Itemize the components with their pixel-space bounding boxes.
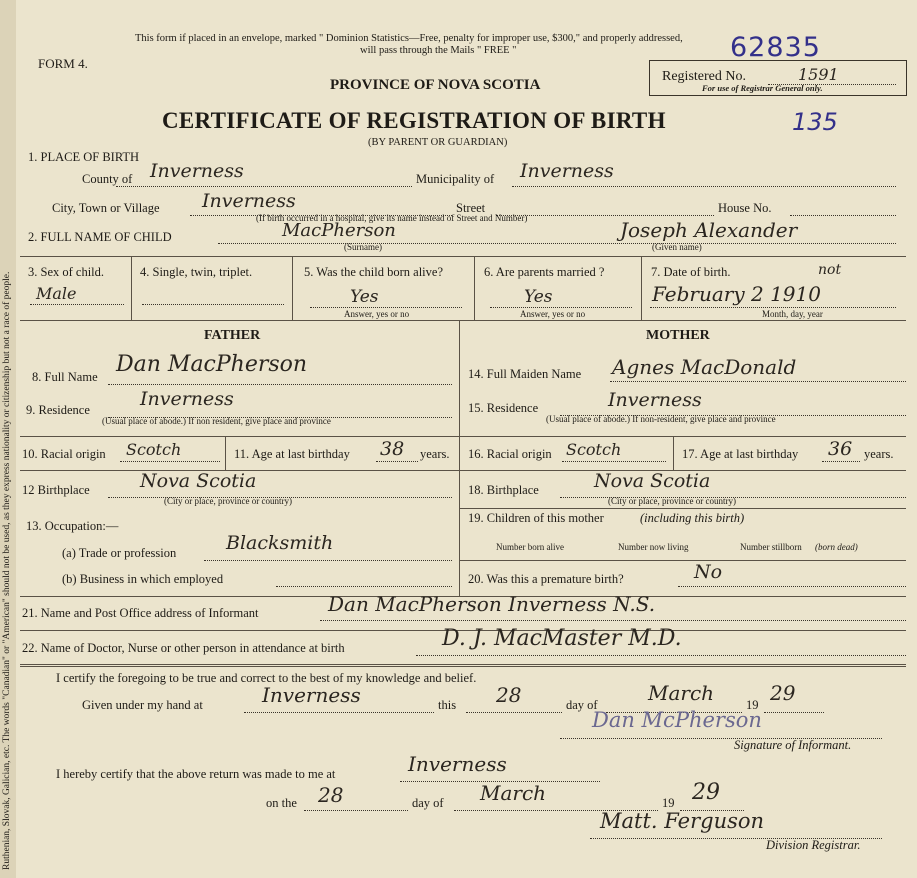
father-birthplace-note: (City or place, province or country) xyxy=(164,496,292,506)
twin-label: 4. Single, twin, triplet. xyxy=(140,265,253,279)
parents-married-caption: Answer, yes or no xyxy=(520,309,586,319)
stamped-number: 62835 xyxy=(730,32,821,63)
father-name: Dan MacPherson xyxy=(116,352,308,377)
child-name-label: 2. FULL NAME OF CHILD xyxy=(28,230,172,244)
certificate-title: CERTIFICATE OF REGISTRATION OF BIRTH xyxy=(162,108,666,133)
given-month: March xyxy=(648,681,715,705)
mother-heading: MOTHER xyxy=(646,328,710,343)
given-day: 28 xyxy=(496,683,522,707)
margin-number: 135 xyxy=(792,108,838,136)
mother-birthplace: Nova Scotia xyxy=(594,470,711,492)
mother-age-label: 17. Age at last birthday xyxy=(682,447,799,461)
mother-name-label: 14. Full Maiden Name xyxy=(468,367,582,381)
parents-married-label: 6. Are parents married ? xyxy=(484,265,605,279)
sex-label: 3. Sex of child. xyxy=(28,265,105,279)
municipality-value: Inverness xyxy=(520,160,614,182)
child-given-name: Joseph Alexander xyxy=(620,218,798,242)
father-birthplace-label: 12 Birthplace xyxy=(22,483,90,497)
day-of-label: day of xyxy=(566,698,598,712)
father-age-label: 11. Age at last birthday xyxy=(234,447,350,461)
envelope-note-2: will pass through the Mails " FREE " xyxy=(360,45,517,56)
sex-value: Male xyxy=(36,284,77,303)
trade-value: Blacksmith xyxy=(226,532,334,554)
registered-label: Registered No. xyxy=(662,69,746,84)
doctor-value: D. J. MacMaster M.D. xyxy=(442,626,682,651)
city-value: Inverness xyxy=(202,190,296,212)
trade-label: (a) Trade or profession xyxy=(62,546,177,560)
father-residence: Inverness xyxy=(140,388,234,410)
registrar-year-prefix: 19 xyxy=(662,796,675,810)
informant-value: Dan MacPherson Inverness N.S. xyxy=(328,592,656,616)
children-label: 19. Children of this mother xyxy=(468,511,604,525)
parents-married-value: Yes xyxy=(524,287,553,307)
surname-caption: (Surname) xyxy=(344,242,382,252)
father-age: 38 xyxy=(380,438,405,460)
born-alive-label: 5. Was the child born alive? xyxy=(304,265,444,279)
informant-signature: Dan McPherson xyxy=(592,708,762,732)
form-number: FORM 4. xyxy=(38,56,88,71)
mother-name: Agnes MacDonald xyxy=(612,355,797,379)
certify-text: I certify the foregoing to be true and correct to the best of my knowledge and belief. xyxy=(56,671,477,685)
this-label: this xyxy=(438,698,457,712)
registrar-month: March xyxy=(480,781,547,805)
date-of-birth-value: February 2 1910 xyxy=(652,282,821,306)
registrar-use-note: For use of Registrar General only. xyxy=(702,83,823,93)
date-mark: not xyxy=(818,262,842,278)
number-now-living: Number now living xyxy=(618,542,689,552)
premature-label: 20. Was this a premature birth? xyxy=(468,572,624,586)
mother-age: 36 xyxy=(828,438,853,460)
side-note: Ruthenian, Slovak, Galician, etc. The words "Canadian" or "American" should not be used, as they express nationality or citizenship but not a race of people. xyxy=(2,271,12,870)
certificate-subtitle: (BY PARENT OR GUARDIAN) xyxy=(368,137,508,148)
registrar-day-of-label: day of xyxy=(412,796,444,810)
registrar-signature: Matt. Ferguson xyxy=(600,809,765,833)
born-alive-caption: Answer, yes or no xyxy=(344,309,410,319)
date-of-birth-label: 7. Date of birth. xyxy=(651,265,731,279)
mother-residence-label: 15. Residence xyxy=(468,401,539,415)
given-year-prefix: 19 xyxy=(746,698,759,712)
registrar-caption: Division Registrar. xyxy=(766,838,861,852)
stillborn-note: (born dead) xyxy=(815,542,858,552)
hospital-note: (If birth occurred in a hospital, give its name instead of Street and Number) xyxy=(256,213,528,223)
county-label: County of xyxy=(82,172,133,186)
father-heading: FATHER xyxy=(204,328,261,343)
father-birthplace: Nova Scotia xyxy=(140,470,257,492)
mother-years: years. xyxy=(864,447,894,461)
informant-signature-caption: Signature of Informant. xyxy=(734,738,852,752)
county-value: Inverness xyxy=(150,160,244,182)
father-name-label: 8. Full Name xyxy=(32,370,98,384)
number-stillborn: Number stillborn xyxy=(740,542,802,552)
premature-value: No xyxy=(694,561,723,583)
given-label: Given under my hand at xyxy=(82,698,203,712)
street-label: Street xyxy=(456,201,486,215)
father-residence-note: (Usual place of abode.) If non resident, give place and province xyxy=(102,416,331,426)
place-of-birth-label: 1. PLACE OF BIRTH xyxy=(28,150,140,164)
registered-value: 1591 xyxy=(798,65,839,84)
father-years: years. xyxy=(420,447,450,461)
mother-birthplace-note: (City or place, province or country) xyxy=(608,496,736,506)
occupation-label: 13. Occupation:— xyxy=(26,519,119,533)
father-racial-label: 10. Racial origin xyxy=(22,447,106,461)
registrar-year: 29 xyxy=(692,780,720,805)
city-label: City, Town or Village xyxy=(52,201,160,215)
mother-racial-label: 16. Racial origin xyxy=(468,447,552,461)
on-the-label: on the xyxy=(266,796,297,810)
father-residence-label: 9. Residence xyxy=(26,403,90,417)
born-alive-value: Yes xyxy=(350,287,379,307)
given-place: Inverness xyxy=(262,683,361,707)
envelope-note: This form if placed in an envelope, marked " Dominion Statistics—Free, penalty for improper use, $300," and properly addressed, xyxy=(135,33,683,44)
registrar-text: I hereby certify that the above return was made to me at xyxy=(56,767,336,781)
date-caption: Month, day, year xyxy=(762,309,823,319)
registrar-day: 28 xyxy=(318,783,344,807)
child-surname: MacPherson xyxy=(282,220,396,241)
children-note: (including this birth) xyxy=(640,511,745,525)
municipality-label: Municipality of xyxy=(416,172,495,186)
number-born-alive: Number born alive xyxy=(496,542,564,552)
given-name-caption: (Given name) xyxy=(652,242,702,252)
informant-label: 21. Name and Post Office address of Informant xyxy=(22,606,259,620)
given-year: 29 xyxy=(770,681,796,705)
registered-number-box xyxy=(649,60,907,96)
mother-racial: Scotch xyxy=(566,440,622,459)
business-label: (b) Business in which employed xyxy=(62,572,224,586)
side-margin-strip xyxy=(0,0,16,878)
father-racial: Scotch xyxy=(126,440,182,459)
house-no-label: House No. xyxy=(718,201,772,215)
mother-residence: Inverness xyxy=(608,389,702,411)
doctor-label: 22. Name of Doctor, Nurse or other person in attendance at birth xyxy=(22,641,345,655)
registrar-place: Inverness xyxy=(408,752,507,776)
mother-residence-note: (Usual place of abode.) If non-resident, give place and province xyxy=(546,414,776,424)
mother-birthplace-label: 18. Birthplace xyxy=(468,483,539,497)
province-heading: PROVINCE OF NOVA SCOTIA xyxy=(330,77,541,93)
